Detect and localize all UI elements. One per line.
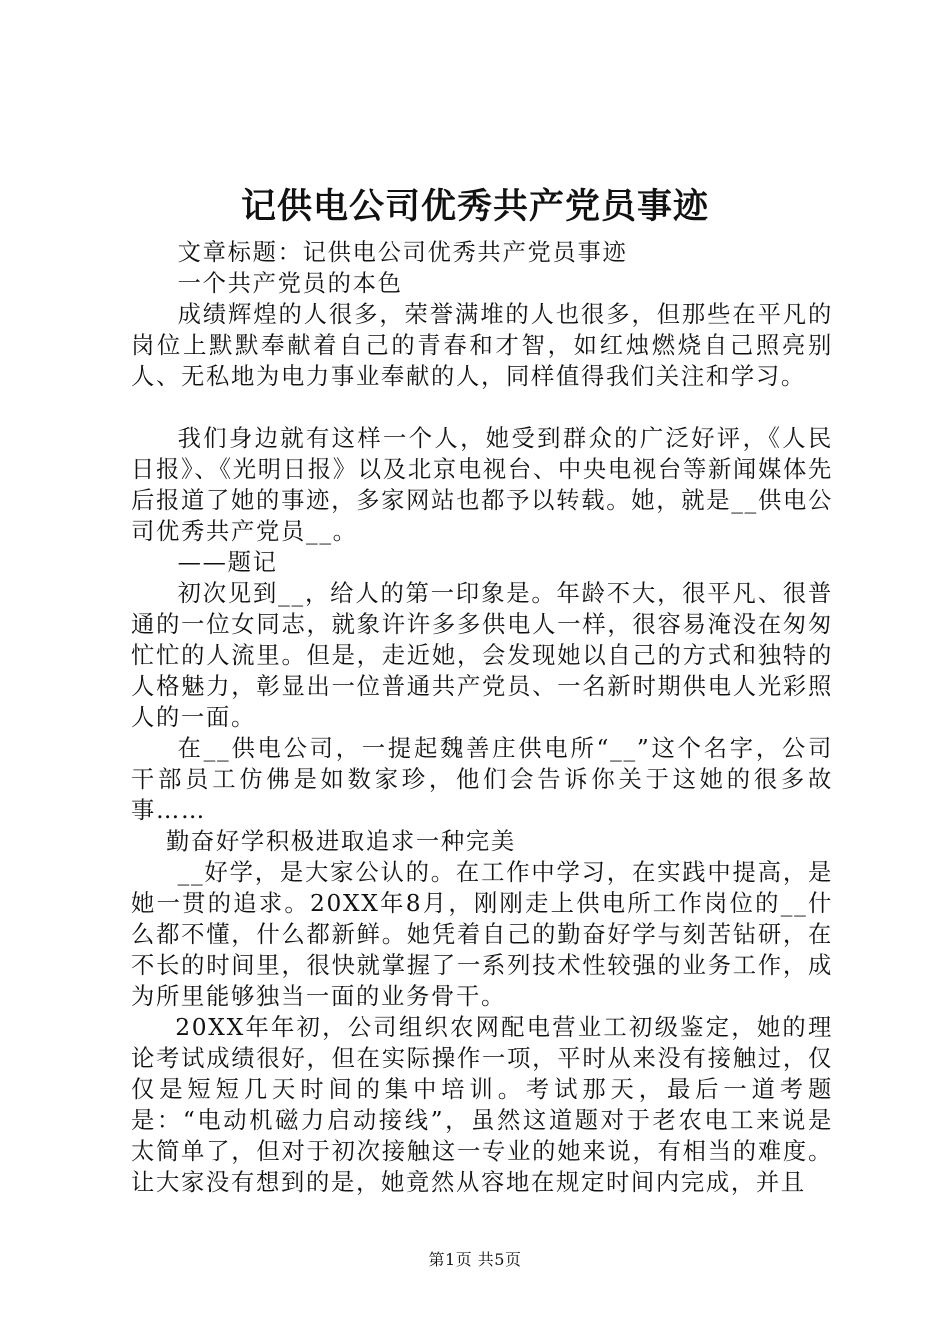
epigraph-attribution: ——题记 bbox=[177, 549, 278, 576]
paragraph: __好学，是大家公认的。在工作中学习，在实践中提高，是她一贯的追求。20XX年8月，刚刚走上供电所工作岗位的__什么都不懂，什么都新鲜。她凭着自己的勤奋好学与刻苦钻研，在不长的时间里，很快就掌握了一系列技术性较强的业务工作，成为所里能够独当一面的业务骨干。 bbox=[131, 859, 833, 1010]
paragraph: 在__供电公司，一提起魏善庄供电所“__”这个名字，公司干部员工仿佛是如数家珍，他们会告诉你关于这她的很多故事…… bbox=[131, 735, 833, 824]
article-title-line: 文章标题：记供电公司优秀共产党员事迹 bbox=[177, 239, 628, 266]
paragraph: 成绩辉煌的人很多，荣誉满堆的人也很多，但那些在平凡的岗位上默默奉献着自己的青春和才智，如红烛燃烧自己照亮别人、无私地为电力事业奉献的人，同样值得我们关注和学习。 bbox=[131, 301, 833, 390]
paragraph: 20XX年年初，公司组织农网配电营业工初级鉴定，她的理论考试成绩很好，但在实际操作一项，平时从来没有接触过，仅仅是短短几天时间的集中培训。考试那天，最后一道考题是：“电动机磁力启动接线”，虽然这道题对于老农电工来说是太简单了，但对于初次接触这一专业的她来说，有相当的难度。让大家没有想到的是，她竟然从容地在规定时间内完成，并且 bbox=[131, 1014, 833, 1196]
subtitle-line: 一个共产党员的本色 bbox=[177, 270, 403, 297]
section-heading: 勤奋好学积极进取追求一种完美 bbox=[165, 828, 516, 855]
document-body bbox=[131, 237, 833, 1198]
paragraph: 初次见到__，给人的第一印象是。年龄不大，很平凡、很普通的一位女同志，就象许许多多供电人一样，很容易淹没在匆匆忙忙的人流里。但是，走近她，会发现她以自己的方式和独特的人格魅力，彰显出一位普通共产党员、一名新时期供电人光彩照人的一面。 bbox=[131, 580, 833, 731]
page-footer: 第1页 共5页 bbox=[428, 1250, 522, 1269]
paragraph: 我们身边就有这样一个人，她受到群众的广泛好评，《人民日报》、《光明日报》以及北京电视台、中央电视台等新闻媒体先后报道了她的事迹，多家网站也都予以转载。她，就是__供电公司优秀共产党员__。 bbox=[131, 425, 833, 545]
document-title: 记供电公司优秀共产党员事迹 bbox=[240, 186, 709, 227]
